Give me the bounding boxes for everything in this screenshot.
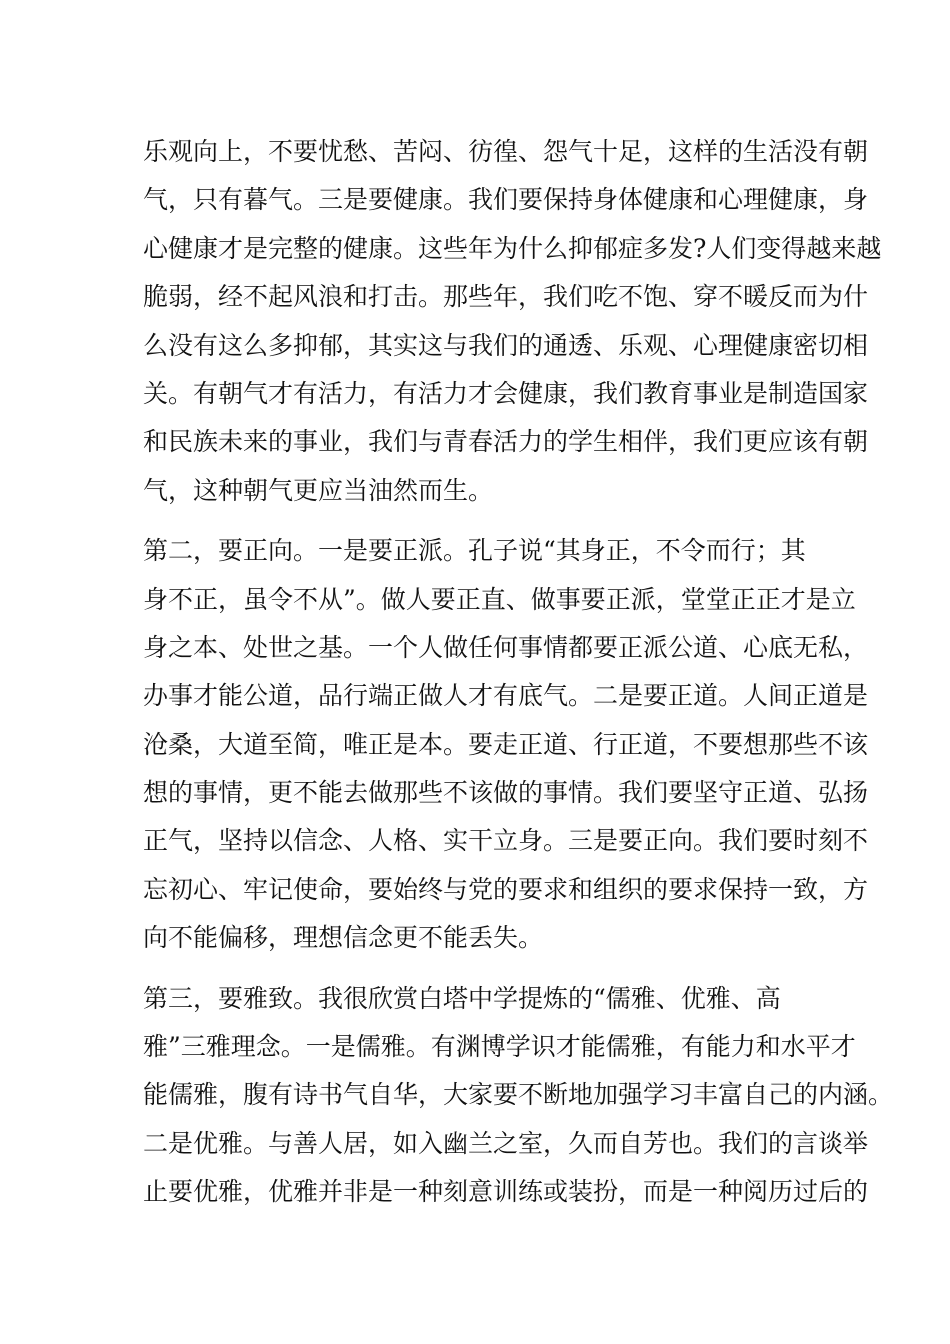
paragraph-1 [143,128,882,515]
text-line: 脆弱，经不起风浪和打击。那些年，我们吃不饱、穿不暖反而为什 [143,282,869,312]
paragraph-spacer [143,963,813,975]
paragraph-3 [143,975,894,1217]
text-line: 心健康才是完整的健康。这些年为什么抑郁症多发?人们变得越来越 [143,233,882,263]
text-line: 关。有朝气才有活力，有活力才会健康，我们教育事业是制造国家 [143,378,869,408]
text-line: 身不正，虽令不从”。做人要正直、做事要正派，堂堂正正才是立 [143,584,856,614]
text-line: 气，这种朝气更应当油然而生。 [143,475,494,505]
text-line: 二是优雅。与善人居，如入幽兰之室，久而自芳也。我们的言谈举 [143,1128,869,1158]
text-line: 身之本、处世之基。一个人做任何事情都要正派公道、心底无私， [143,632,869,662]
text-line: 第二，要正向。一是要正派。孔子说“其身正，不令而行；其 [143,536,806,566]
paragraph-spacer [143,515,813,527]
text-line: 和民族未来的事业，我们与青春活力的学生相伴，我们更应该有朝 [143,427,869,457]
text-line: 忘初心、牢记使命，要始终与党的要求和组织的要求保持一致，方 [143,874,869,904]
text-line: 办事才能公道，品行端正做人才有底气。二是要正道。人间正道是 [143,681,869,711]
text-line: 正气，坚持以信念、人格、实干立身。三是要正向。我们要时刻不 [143,826,869,856]
text-line: 能儒雅，腹有诗书气自华，大家要不断地加强学习丰富自己的内涵。 [143,1080,894,1110]
text-line: 止要优雅，优雅并非是一种刻意训练或装扮，而是一种阅历过后的 [143,1177,869,1207]
text-line: 第三，要雅致。我很欣赏白塔中学提炼的“儒雅、优雅、高 [143,983,781,1013]
text-line: 雅”三雅理念。一是儒雅。有渊博学识才能儒雅，有能力和水平才 [143,1032,856,1062]
text-line: 么没有这么多抑郁，其实这与我们的通透、乐观、心理健康密切相 [143,330,869,360]
document-body [143,128,894,1217]
text-line: 想的事情，更不能去做那些不该做的事情。我们要坚守正道、弘扬 [143,778,869,808]
text-line: 乐观向上，不要忧愁、苦闷、彷徨、怨气十足，这样的生活没有朝 [143,137,869,166]
text-line: 沧桑，大道至简，唯正是本。要走正道、行正道，不要想那些不该 [143,729,869,759]
text-line: 气，只有暮气。三是要健康。我们要保持身体健康和心理健康，身 [143,185,869,215]
paragraph-2 [143,527,869,963]
text-line: 向不能偏移，理想信念更不能丢失。 [143,923,544,953]
